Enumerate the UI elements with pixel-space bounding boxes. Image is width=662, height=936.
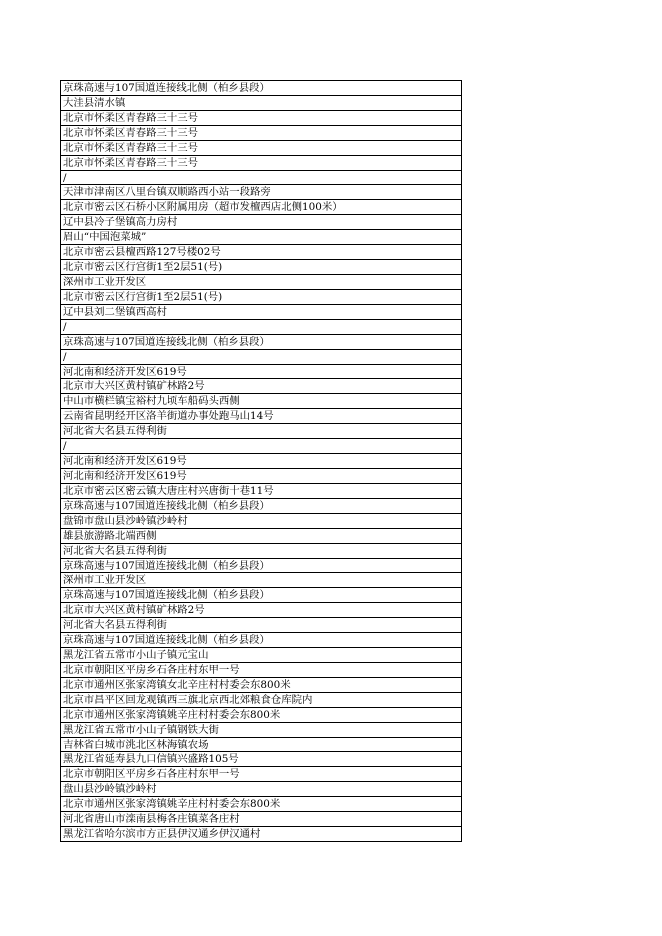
table-row[interactable]: 眉山“中国泡菜城” [61, 230, 461, 245]
table-row[interactable]: 天津市津南区八里台镇双顺路西小站一段路旁 [61, 185, 461, 200]
table-row[interactable]: 北京市通州区张家湾镇姚辛庄村村委会东800米 [61, 797, 461, 812]
table-row[interactable]: 北京市密云县檀西路127号楼02号 [61, 245, 461, 260]
table-row[interactable]: 深州市工业开发区 [61, 275, 461, 290]
table-row[interactable]: 河北南和经济开发区619号 [61, 365, 461, 380]
table-row[interactable]: 北京市朝阳区平房乡石各庄村东甲一号 [61, 663, 461, 678]
table-row[interactable]: 河北省大名县五得利街 [61, 544, 461, 559]
table-row[interactable]: 辽中县冷子堡镇高力房村 [61, 215, 461, 230]
table-row[interactable]: 盘山县沙岭镇沙岭村 [61, 782, 461, 797]
table-row[interactable]: 河北南和经济开发区619号 [61, 469, 461, 484]
table-row[interactable]: 北京市大兴区黄村镇矿林路2号 [61, 603, 461, 618]
table-row[interactable]: / [61, 171, 461, 186]
table-row[interactable]: 大洼县清水镇 [61, 96, 461, 111]
table-row[interactable]: 黑龙江省五常市小山子镇钢铁大街 [61, 723, 461, 738]
table-row[interactable]: 北京市通州区张家湾镇女北辛庄村村委会东800米 [61, 678, 461, 693]
table-row[interactable]: 京珠高速与107国道连接线北侧（柏乡县段） [61, 559, 461, 574]
table-row[interactable]: 河北省大名县五得利街 [61, 618, 461, 633]
table-row[interactable]: / [61, 350, 461, 365]
table-row[interactable]: 河北省唐山市滦南县梅各庄镇菜各庄村 [61, 812, 461, 827]
table-row[interactable]: / [61, 439, 461, 454]
table-row[interactable]: 深州市工业开发区 [61, 573, 461, 588]
table-row[interactable]: 北京市怀柔区青春路三十三号 [61, 141, 461, 156]
table-row[interactable]: 北京市昌平区回龙观镇西三旗北京西北郊粮食仓库院内 [61, 693, 461, 708]
table-row[interactable]: 北京市怀柔区青春路三十三号 [61, 126, 461, 141]
table-row[interactable]: 黑龙江省五常市小山子镇元宝山 [61, 648, 461, 663]
table-row[interactable]: 北京市密云区行宫街1至2层51(号) [61, 290, 461, 305]
table-row[interactable]: 京珠高速与107国道连接线北侧（柏乡县段） [61, 81, 461, 96]
table-row[interactable]: / [61, 320, 461, 335]
table-row[interactable]: 北京市密云区行宫街1至2层51(号) [61, 260, 461, 275]
table-row[interactable]: 辽中县刘二堡镇西高村 [61, 305, 461, 320]
table-row[interactable]: 中山市横栏镇宝裕村九顷车船码头西侧 [61, 394, 461, 409]
address-table [60, 80, 462, 842]
table-row[interactable]: 河北省大名县五得利街 [61, 424, 461, 439]
table-row[interactable]: 河北南和经济开发区619号 [61, 454, 461, 469]
table-row[interactable]: 北京市密云区密云镇大唐庄村兴唐街十巷11号 [61, 484, 461, 499]
table-row[interactable]: 吉林省白城市洮北区林海镇农场 [61, 738, 461, 753]
table-row[interactable]: 北京市朝阳区平房乡石各庄村东甲一号 [61, 767, 461, 782]
table-row[interactable]: 北京市密云区石桥小区附属用房（超市发檀西店北侧100米） [61, 200, 461, 215]
table-row[interactable]: 雄县旅游路北端西侧 [61, 529, 461, 544]
table-row[interactable]: 盘锦市盘山县沙岭镇沙岭村 [61, 514, 461, 529]
table-row[interactable]: 京珠高速与107国道连接线北侧（柏乡县段） [61, 588, 461, 603]
table-row[interactable]: 黑龙江省哈尔滨市方正县伊汉通乡伊汉通村 [61, 827, 461, 842]
table-row[interactable]: 北京市怀柔区青春路三十三号 [61, 111, 461, 126]
table-row[interactable]: 京珠高速与107国道连接线北侧（柏乡县段） [61, 633, 461, 648]
table-row[interactable]: 北京市通州区张家湾镇姚辛庄村村委会东800米 [61, 708, 461, 723]
table-row[interactable]: 京珠高速与107国道连接线北侧（柏乡县段） [61, 335, 461, 350]
table-row[interactable]: 黑龙江省延寿县九口信镇兴盛路105号 [61, 752, 461, 767]
table-row[interactable]: 云南省昆明经开区洛羊街道办事处跑马山14号 [61, 409, 461, 424]
table-row[interactable]: 北京市大兴区黄村镇矿林路2号 [61, 379, 461, 394]
table-row[interactable]: 北京市怀柔区青春路三十三号 [61, 156, 461, 171]
table-row[interactable]: 京珠高速与107国道连接线北侧（柏乡县段） [61, 499, 461, 514]
